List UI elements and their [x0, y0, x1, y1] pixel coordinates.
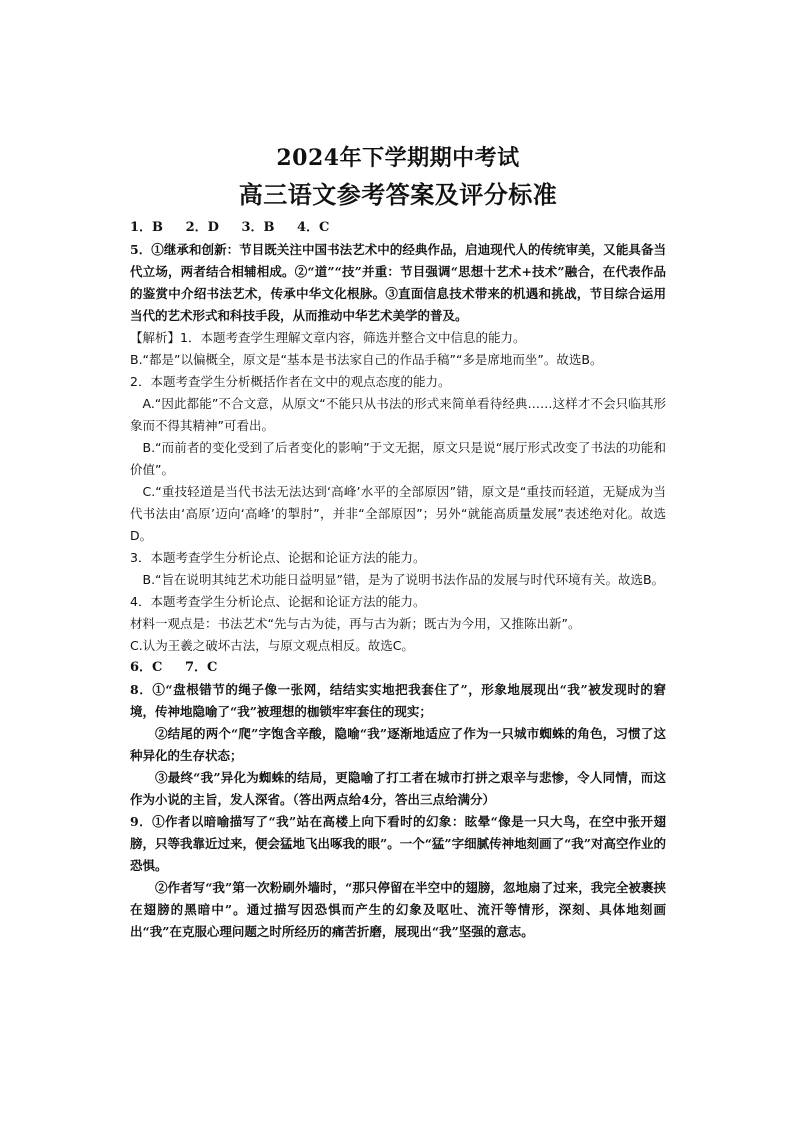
answer-q4: 4．C [297, 220, 330, 235]
choice-answers-1-4 [130, 217, 666, 239]
answer-q9-point2: ②作者写“我”第一次粉刷外墙时，“那只停留在半空中的翅膀，忽地扇了过来，我完全被裹挟在翅膀的黑暗中”。通过描写因恐惧而产生的幻象及呕吐、流汗等情形，深刻、具体地刻画出“我”在克服心理问题之时所经历的痛苦折磨，展现出“我”坚强的意志。 [130, 880, 666, 939]
analysis-q1: 【解析】1．本题考查学生理解文章内容，筛选并整合文中信息的能力。 [130, 330, 526, 345]
analysis-q4: 4．本题考查学生分析论点、论据和论证方法的能力。 [130, 594, 426, 609]
analysis-q2-a: A.“因此都能”不合文意，从原文“不能只从书法的形式来简单看待经典……这样才不会只临其形象而不得其精神”可看出。 [130, 396, 666, 433]
answer-q7: 7．C [184, 660, 218, 675]
answer-q6: 6．C [130, 660, 163, 675]
analysis-q2-c: C.“重技轻道是当代书法无法达到‘高峰’水平的全部原因”错，原文是“重技而轻道，无疑成为当代书法由‘高原’迈向‘高峰’的掣肘”，并非“全部原因”；另外“就能高质量发展”表述绝对化。故选D。 [130, 484, 666, 543]
analysis-q4-material: 材料一观点是：书法艺术“先与古为徒，再与古为新；既古为今用，又推陈出新”。 [130, 616, 581, 631]
analysis-q4-c: C.认为王羲之破坏古法，与原文观点相反。故选C。 [130, 638, 414, 653]
analysis-q3: 3．本题考查学生分析论点、论据和论证方法的能力。 [130, 550, 426, 565]
answer-q3: 3．B [241, 220, 275, 235]
choice-answers-6-7 [130, 657, 666, 679]
analysis-q2: 2．本题考查学生分析概括作者在文中的观点态度的能力。 [130, 374, 451, 389]
answer-q5: 5．①继承和创新：节目既关注中国书法艺术中的经典作品，启迪现代人的传统审美，又能具备当代立场，两者结合相辅相成。②“道”“技”并重：节目强调“思想十艺术+技术”融合，在代表作品的鉴赏中介绍书法艺术，传承中华文化根脉。③直面信息技术带来的机遇和挑战，节目综合运用当代的艺术形式和科技手段，从而推动中华艺术美学的普及。 [130, 242, 666, 323]
analysis-q3-b: B.“旨在说明其纯艺术功能日益明显”错，是为了说明书法作品的发展与时代环境有关。故选B。 [142, 572, 665, 587]
answer-q2: 2．D [185, 220, 219, 235]
answer-q8-point2: ②结尾的两个“爬”字饱含辛酸，隐喻“我”逐渐地适应了作为一只城市蜘蛛的角色，习惯了这种异化的生存状态； [130, 726, 666, 763]
exam-title: 2024年下学期期中考试 [276, 145, 520, 171]
answer-q8-point3: ③最终“我”异化为蜘蛛的结局，更隐喻了打工者在城市打拼之艰辛与悲惨，令人同情，而这作为小说的主旨，发人深省。（答出两点给4分，答出三点给满分） [130, 770, 666, 807]
analysis-q2-b: B.“而前者的变化受到了后者变化的影响”于文无据，原文只是说“展厅形式改变了书法的功能和价值”。 [130, 440, 666, 477]
analysis-q1-b: B.“都是”以偏概全，原文是“基本是书法家自己的作品手稿”“多是席地而坐”。故选B。 [130, 352, 603, 367]
answer-q9-point1: 9．①作者以暗喻描写了“我”站在高楼上向下看时的幻象：眩晕“像是一只大鸟，在空中张开翅膀，只等我靠近过来，便会猛地飞出啄我的眼”。一个“猛”字细腻传神地刻画了“我”对高空作业的恐惧。 [130, 814, 666, 873]
answer-q1: 1．B [130, 220, 164, 235]
answer-q8-point1: 8．①“盘根错节的绳子像一张网，结结实实地把我套住了”，形象地展现出“我”被发现时的窘境，传神地隐喻了“我”被理想的枷锁牢牢套住的现实； [130, 682, 666, 719]
document-title: 高三语文参考答案及评分标准 [238, 180, 558, 209]
